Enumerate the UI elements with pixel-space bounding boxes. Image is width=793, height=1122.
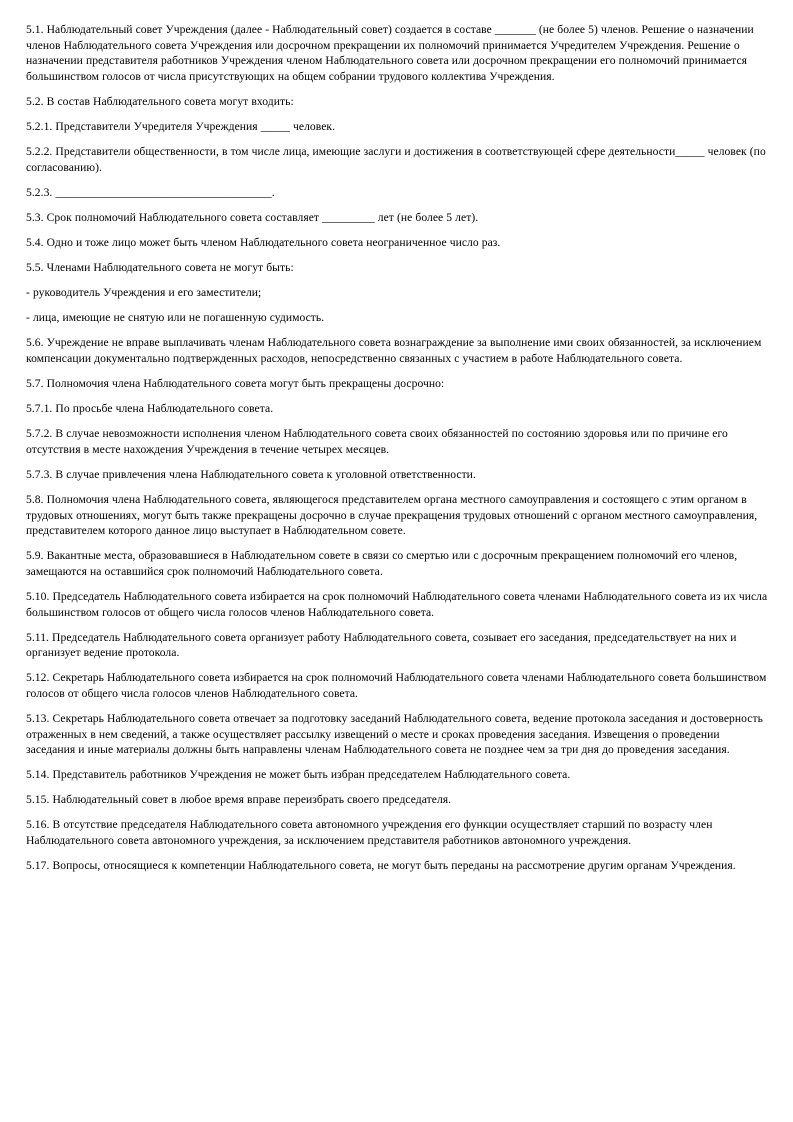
- paragraph-5.15: 5.15. Наблюдательный совет в любое время вправе переизбрать своего председателя.: [26, 793, 452, 807]
- paragraph-5.8: 5.8. Полномочия члена Наблюдательного совета, являющегося представителем органа местного самоуправления и состоящего с этим органом в трудовых отношениях, могут быть также прекращены досрочно в случае прекращения трудовых отношений с органом местного самоуправления, представителем которого данное лицо выступает в Наблюдательном совете.: [26, 492, 761, 538]
- paragraph-5.10: 5.10. Председатель Наблюдательного совета избирается на срок полномочий Наблюдательного совета членами Наблюдательного совета из их числа большинством голосов от общего числа голосов членов Наблюдательного совета.: [26, 589, 771, 619]
- paragraph-5.5-item-2: - лица, имеющие не снятую или не погашенную судимость.: [26, 311, 325, 325]
- paragraph-5.7.2: 5.7.2. В случае невозможности исполнения членом Наблюдательного совета своих обязанностей по состоянию здоровья или по причине его отсутствия в месте нахождения Учреждения в течение четырех месяцев.: [26, 427, 731, 456]
- paragraph-5.14: 5.14. Представитель работников Учреждения не может быть избран председателем Наблюдательного совета.: [26, 768, 571, 782]
- paragraph-5.4: 5.4. Одно и тоже лицо может быть членом Наблюдательного совета неограниченное число раз.: [26, 235, 501, 249]
- paragraph-5.12: 5.12. Секретарь Наблюдательного совета избирается на срок полномочий Наблюдательного совета членами Наблюдательного совета большинством голосов от общего числа голосов членов Наблюдательного совета.: [26, 671, 770, 700]
- paragraph-5.2.3: 5.2.3. _____________________________________.: [26, 185, 275, 199]
- paragraph-5.17: 5.17. Вопросы, относящиеся к компетенции Наблюдательного совета, не могут быть переданы на рассмотрение другим органам Учреждения.: [26, 859, 736, 873]
- paragraph-5.2: 5.2. В состав Наблюдательного совета могут входить:: [26, 94, 294, 108]
- paragraph-5.16: 5.16. В отсутствие председателя Наблюдательного совета автономного учреждения его функции осуществляет старший по возрасту член Наблюдательного совета автономного учреждения, за исключением представителя работников автономного учреждения.: [26, 818, 716, 848]
- paragraph-5.3: 5.3. Срок полномочий Наблюдательного совета составляет _________ лет (не более 5 лет).: [26, 210, 479, 224]
- paragraph-5.7.3: 5.7.3. В случае привлечения члена Наблюдательного совета к уголовной ответственности.: [26, 467, 476, 481]
- paragraph-5.9: 5.9. Вакантные места, образовавшиеся в Наблюдательном совете в связи со смертью или с досрочным прекращением полномочий его членов, замещаются на оставшийся срок полномочий Наблюдательного совета.: [26, 549, 741, 578]
- paragraph-5.5: 5.5. Членами Наблюдательного совета не могут быть:: [26, 261, 294, 275]
- paragraph-5.2.2: 5.2.2. Представители общественности, в том числе лица, имеющие заслуги и достижения в соответствующей сфере деятельности_____ человек (по согласованию).: [26, 145, 769, 174]
- paragraph-5.7.1: 5.7.1. По просьбе члена Наблюдательного совета.: [26, 402, 274, 416]
- paragraph-5.5-item-1: - руководитель Учреждения и его заместители;: [26, 286, 262, 300]
- paragraph-5.6: 5.6. Учреждение не вправе выплачивать членам Наблюдательного совета вознаграждение за выполнение ими своих обязанностей, за исключением компенсации документально подтвержденных расходов, непосредственно связанных с участием в работе Наблюдательного совета.: [26, 336, 765, 365]
- paragraph-5.1: 5.1. Наблюдательный совет Учреждения (далее - Наблюдательный совет) создается в составе _______ (не более 5) членов. Решение о назначении членов Наблюдательного совета Учреждения или досрочном прекращении их полномочий принимается Учредителем Учреждения. Решение о назначении представителя работников Учреждения членом Наблюдательного совета или досрочном прекращении его полномочий принимается большинством голосов от числа присутствующих на общем собрании трудового коллектива Учреждения.: [26, 23, 757, 83]
- paragraph-5.11: 5.11. Председатель Наблюдательного совета организует работу Наблюдательного совета, созывает его заседания, председательствует на них и организует ведение протокола.: [26, 630, 740, 660]
- paragraph-5.2.1: 5.2.1. Представители Учредителя Учреждения _____ человек.: [26, 119, 336, 133]
- paragraph-5.7: 5.7. Полномочия члена Наблюдательного совета могут быть прекращены досрочно:: [26, 377, 445, 390]
- document-body: [26, 22, 771, 874]
- paragraph-5.13: 5.13. Секретарь Наблюдательного совета отвечает за подготовку заседаний Наблюдательного совета, ведение протокола заседания и достоверность отраженных в нем сведений, а также осуществляет рассылку извещений о месте и сроках проведения заседания. Извещения о проведении заседания и иные материалы должны быть направлены членам Наблюдательного совета не позднее чем за три дня до проведения заседания.: [26, 712, 766, 757]
